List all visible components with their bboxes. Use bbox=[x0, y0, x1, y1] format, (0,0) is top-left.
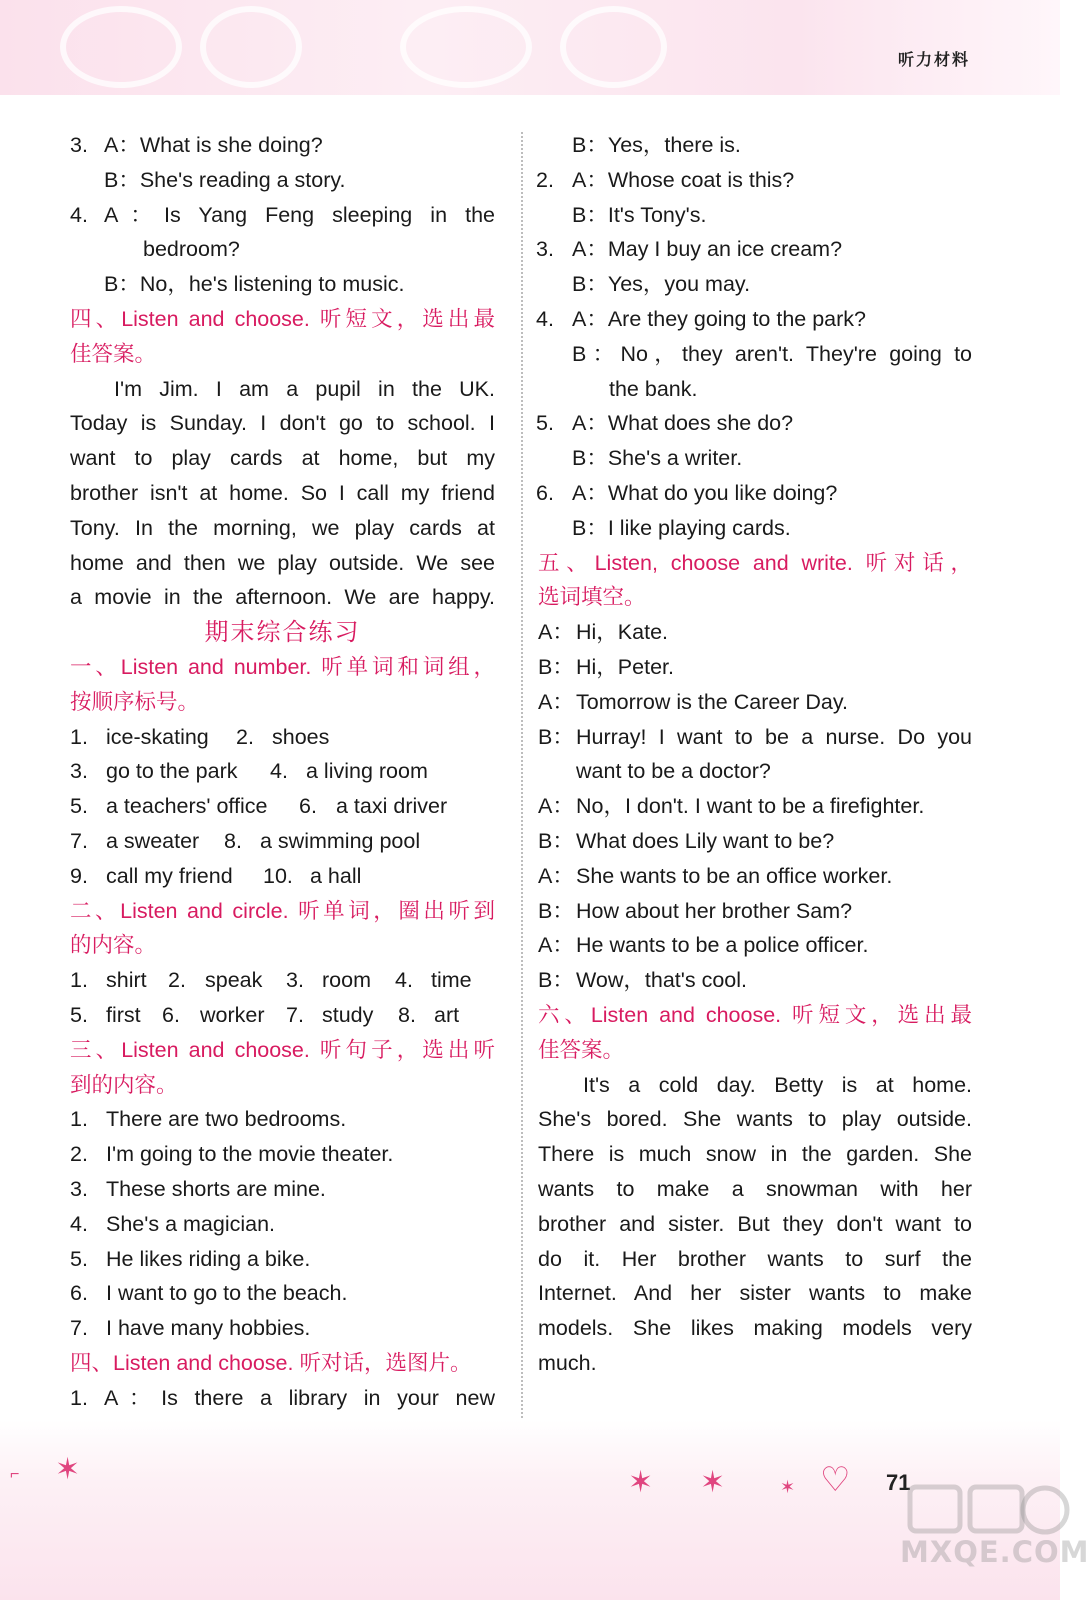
section-heading bbox=[70, 337, 495, 372]
item-number: 8. bbox=[398, 1002, 416, 1027]
section-heading-text: 六、Listen and choose. 听短文，选出最 bbox=[538, 1002, 972, 1027]
dialogue-line bbox=[536, 163, 972, 198]
item-text: I have many hobbies. bbox=[106, 1316, 311, 1341]
item-number: 5. bbox=[70, 1002, 88, 1027]
speaker-label: A： bbox=[538, 794, 574, 819]
section-heading-text: 到的内容。 bbox=[70, 1072, 178, 1097]
item-number: 4. bbox=[70, 1211, 88, 1236]
conversation-line bbox=[538, 685, 972, 720]
conversation-text: Tomorrow is the Career Day. bbox=[576, 689, 849, 714]
passage-text: a movie in the afternoon. We are happy. bbox=[70, 585, 495, 610]
item-number: 2. bbox=[536, 167, 554, 192]
list-item bbox=[70, 824, 495, 859]
dialogue-text: A：What does she do? bbox=[572, 411, 794, 436]
item-number: 2. bbox=[168, 968, 186, 993]
item-text: first bbox=[106, 1002, 141, 1027]
flower-icon: ✶ bbox=[780, 1477, 796, 1497]
section-heading-text: 一、Listen and number. 听单词和词组， bbox=[70, 654, 495, 679]
conversation-text: Hi，Kate. bbox=[576, 620, 669, 645]
conversation-text: How about her brother Sam? bbox=[576, 898, 853, 923]
watermark-text: MXQE.COM bbox=[900, 1535, 1090, 1569]
item-number: 4. bbox=[395, 968, 413, 993]
dialogue-line bbox=[536, 302, 972, 337]
list-item bbox=[70, 1311, 495, 1346]
page-number: 71 bbox=[886, 1470, 911, 1495]
section-heading-text: 三、Listen and choose. 听句子，选出听 bbox=[70, 1037, 495, 1062]
section-heading-text: 五、Listen, choose and write. 听对话， bbox=[538, 550, 972, 575]
speaker-label: A： bbox=[538, 620, 574, 645]
list-item bbox=[70, 1172, 495, 1207]
section-heading-text: 四、Listen and choose. 听对话，选图片。 bbox=[70, 1350, 472, 1375]
passage-text: Tony. In the morning, we play cards at bbox=[70, 515, 495, 540]
list-item bbox=[70, 1137, 495, 1172]
item-number: 1. bbox=[70, 1107, 88, 1132]
speaker-label: A： bbox=[538, 933, 574, 958]
list-item bbox=[70, 963, 495, 998]
dialogue-text: A：What do you like doing? bbox=[572, 480, 838, 505]
banner-decoration bbox=[200, 6, 302, 88]
conversation-text: want to be a doctor? bbox=[576, 759, 771, 784]
section-heading bbox=[70, 894, 495, 929]
item-number: 10. bbox=[263, 863, 293, 888]
speaker-label: B： bbox=[538, 724, 574, 749]
section-heading-text: 按顺序标号。 bbox=[70, 689, 200, 714]
item-number: 1. bbox=[70, 1385, 88, 1410]
item-text: art bbox=[434, 1002, 460, 1027]
item-number: 3. bbox=[536, 237, 554, 262]
list-item bbox=[70, 1102, 495, 1137]
item-number: 4. bbox=[270, 759, 288, 784]
dialogue-text: B：It's Tony's. bbox=[572, 202, 707, 227]
conversation-line bbox=[538, 615, 972, 650]
passage-line bbox=[70, 511, 495, 546]
section-heading bbox=[70, 302, 495, 337]
banner-decoration bbox=[560, 6, 667, 88]
conversation-line bbox=[538, 928, 972, 963]
section-heading bbox=[538, 580, 972, 615]
passage-text: much. bbox=[538, 1350, 597, 1375]
passage-line bbox=[538, 1242, 972, 1277]
dialogue-line bbox=[550, 441, 972, 476]
item-number: 4. bbox=[70, 202, 88, 227]
flower-icon: ✶ bbox=[700, 1466, 726, 1499]
item-text: I want to go to the beach. bbox=[106, 1281, 348, 1306]
item-number: 6. bbox=[70, 1281, 88, 1306]
item-text: a taxi driver bbox=[336, 794, 448, 819]
conversation-text: No，I don't. I want to be a firefighter. bbox=[576, 794, 925, 819]
section-heading-text: 二、Listen and circle. 听单词，圈出听到 bbox=[70, 898, 495, 923]
conversation-line bbox=[550, 754, 972, 789]
conversation-text: He wants to be a police officer. bbox=[576, 933, 869, 958]
passage-line bbox=[550, 1068, 972, 1103]
item-number: 6. bbox=[162, 1002, 180, 1027]
dialogue-text: bedroom? bbox=[143, 237, 240, 262]
section-heading bbox=[538, 998, 972, 1033]
dialogue-line bbox=[550, 267, 972, 302]
item-text: shoes bbox=[272, 724, 330, 749]
dialogue-text: B：Yes，you may. bbox=[572, 272, 751, 297]
dialogue-text: B：No，he's listening to music. bbox=[104, 272, 405, 297]
dialogue-text: A：May I buy an ice cream? bbox=[572, 237, 843, 262]
conversation-text: Hi，Peter. bbox=[576, 654, 674, 679]
item-text: These shorts are mine. bbox=[106, 1176, 326, 1201]
passage-text: There is much snow in the garden. She bbox=[538, 1142, 972, 1167]
item-number: 3. bbox=[70, 759, 88, 784]
item-text: a swimming pool bbox=[260, 828, 421, 853]
dialogue-line bbox=[550, 337, 972, 372]
list-item bbox=[70, 789, 495, 824]
conversation-line bbox=[538, 963, 972, 998]
item-number: 4. bbox=[536, 306, 554, 331]
page-header-title: 听力材料 bbox=[897, 50, 970, 69]
item-number: 9. bbox=[70, 863, 88, 888]
item-number: 2. bbox=[236, 724, 254, 749]
dialogue-line bbox=[536, 232, 972, 267]
dialogue-line bbox=[550, 198, 972, 233]
passage-line bbox=[70, 546, 495, 581]
dialogue-text: B：Yes，there is. bbox=[572, 133, 741, 157]
passage-text: It's a cold day. Betty is at home. bbox=[583, 1072, 972, 1097]
item-number: 3. bbox=[70, 1176, 88, 1201]
dialogue-line bbox=[70, 163, 495, 198]
passage-text: want to play cards at home, but my bbox=[70, 446, 495, 471]
item-text: a sweater bbox=[106, 828, 200, 853]
passage-line bbox=[538, 1207, 972, 1242]
flower-icon: ✶ bbox=[55, 1453, 81, 1486]
section-heading-text: 选词填空。 bbox=[538, 585, 646, 610]
dialogue-text: A：What is she doing? bbox=[104, 133, 323, 157]
item-text: room bbox=[322, 968, 371, 993]
item-text: time bbox=[431, 968, 472, 993]
item-text: go to the park bbox=[106, 759, 238, 784]
list-item bbox=[70, 720, 495, 755]
list-item bbox=[70, 1207, 495, 1242]
passage-text: Today is Sunday. I don't go to school. I bbox=[70, 411, 495, 436]
item-text: shirt bbox=[106, 968, 147, 993]
conversation-text: What does Lily want to be? bbox=[576, 828, 835, 853]
passage-line bbox=[70, 372, 495, 407]
section-heading bbox=[538, 546, 972, 581]
flower-icon: ⌐ bbox=[10, 1466, 20, 1483]
list-item bbox=[70, 754, 495, 789]
banner-decoration bbox=[60, 6, 182, 88]
dialogue-line bbox=[70, 128, 495, 163]
dialogue-line bbox=[550, 511, 972, 546]
speaker-label: B： bbox=[538, 654, 574, 679]
dialogue-text: A：Are they going to the park? bbox=[572, 306, 867, 331]
item-number: 5. bbox=[536, 411, 554, 436]
conversation-text: Wow，that's cool. bbox=[576, 968, 747, 993]
section-heading-text: 的内容。 bbox=[70, 933, 157, 958]
dialogue-text: B：I like playing cards. bbox=[572, 515, 791, 540]
speaker-label: B： bbox=[538, 828, 574, 853]
passage-line bbox=[70, 406, 495, 441]
banner-decoration bbox=[400, 6, 532, 88]
conversation-line bbox=[538, 824, 972, 859]
dialogue-line bbox=[70, 198, 495, 233]
section-heading bbox=[70, 685, 495, 720]
item-number: 1. bbox=[70, 968, 88, 993]
dialogue-text: B：She's a writer. bbox=[572, 446, 743, 471]
dialogue-line bbox=[536, 406, 972, 441]
item-number: 7. bbox=[70, 1316, 88, 1341]
section-heading bbox=[70, 1068, 495, 1103]
speaker-label: B： bbox=[538, 968, 574, 993]
section-heading-text: 佳答案。 bbox=[70, 341, 157, 366]
watermark-logo-icon bbox=[900, 1465, 1070, 1590]
passage-text: do it. Her brother wants to surf the bbox=[538, 1246, 972, 1271]
dialogue-text: A：Is there a library in your new bbox=[104, 1385, 495, 1410]
dialogue-line bbox=[70, 267, 495, 302]
item-text: call my friend bbox=[106, 863, 233, 888]
passage-line bbox=[538, 1346, 972, 1381]
item-number: 5. bbox=[70, 794, 88, 819]
section-heading bbox=[538, 1033, 972, 1068]
passage-line bbox=[70, 476, 495, 511]
list-item bbox=[70, 1242, 495, 1277]
passage-text: brother isn't at home. So I call my friend bbox=[70, 480, 495, 505]
passage-line bbox=[70, 441, 495, 476]
item-text: She's a magician. bbox=[106, 1211, 276, 1236]
speaker-label: B： bbox=[538, 898, 574, 923]
item-number: 1. bbox=[70, 724, 88, 749]
flower-icon: ✶ bbox=[628, 1466, 654, 1499]
passage-line bbox=[538, 1172, 972, 1207]
dialogue-line bbox=[70, 1381, 495, 1416]
speaker-label: A： bbox=[538, 863, 574, 888]
section-heading-text: 四、Listen and choose. 听短文，选出最 bbox=[70, 306, 495, 331]
item-text: I'm going to the movie theater. bbox=[106, 1142, 394, 1167]
item-text: a teachers' office bbox=[106, 794, 268, 819]
dialogue-text: A：Whose coat is this? bbox=[572, 167, 795, 192]
item-text: a living room bbox=[306, 759, 428, 784]
list-item bbox=[70, 998, 495, 1033]
item-number: 6. bbox=[536, 480, 554, 505]
passage-line bbox=[538, 1102, 972, 1137]
conversation-text: Hurray! I want to be a nurse. Do you bbox=[576, 724, 972, 749]
item-number: 2. bbox=[70, 1142, 88, 1167]
conversation-line bbox=[538, 720, 972, 755]
section-heading bbox=[70, 650, 495, 685]
item-number: 5. bbox=[70, 1246, 88, 1271]
passage-text: I'm Jim. I am a pupil in the UK. bbox=[114, 376, 495, 401]
dialogue-line bbox=[550, 128, 972, 163]
section-heading bbox=[70, 1033, 495, 1068]
item-text: speak bbox=[205, 968, 263, 993]
dialogue-line bbox=[70, 232, 495, 267]
item-number: 7. bbox=[286, 1002, 304, 1027]
right-column bbox=[536, 128, 972, 1381]
conversation-line bbox=[538, 859, 972, 894]
conversation-line bbox=[538, 789, 972, 824]
column-divider bbox=[521, 132, 523, 1462]
conversation-line bbox=[538, 894, 972, 929]
passage-text: She's bored. She wants to play outside. bbox=[538, 1107, 972, 1132]
item-text: ice-skating bbox=[106, 724, 209, 749]
heart-icon: ♡ bbox=[820, 1461, 851, 1499]
list-item bbox=[70, 1276, 495, 1311]
passage-text: wants to make a snowman with her bbox=[538, 1176, 972, 1201]
section-heading bbox=[70, 1346, 495, 1381]
item-number: 3. bbox=[70, 133, 88, 157]
section-heading bbox=[70, 928, 495, 963]
item-text: He likes riding a bike. bbox=[106, 1246, 311, 1271]
passage-text: home and then we play outside. We see bbox=[70, 550, 495, 575]
passage-line bbox=[538, 1276, 972, 1311]
list-item bbox=[70, 859, 495, 894]
passage-text: models. She likes making models very bbox=[538, 1316, 972, 1341]
item-text: study bbox=[322, 1002, 374, 1027]
item-number: 7. bbox=[70, 828, 88, 853]
dialogue-text: A：Is Yang Feng sleeping in the bbox=[104, 202, 495, 227]
item-number: 8. bbox=[224, 828, 242, 853]
item-text: worker bbox=[200, 1002, 265, 1027]
section-heading-text: 佳答案。 bbox=[538, 1037, 625, 1062]
conversation-text: She wants to be an office worker. bbox=[576, 863, 893, 888]
dialogue-line bbox=[550, 372, 972, 407]
passage-text: brother and sister. But they don't want to bbox=[538, 1211, 972, 1236]
final-review-title: 期末综合练习 bbox=[204, 618, 361, 647]
item-text: a hall bbox=[310, 863, 362, 888]
dialogue-text: the bank. bbox=[609, 376, 698, 401]
conversation-line bbox=[538, 650, 972, 685]
speaker-label: A： bbox=[538, 689, 574, 714]
passage-line bbox=[538, 1137, 972, 1172]
passage-line bbox=[70, 580, 495, 615]
left-column bbox=[70, 128, 495, 1450]
dialogue-text: B：No，they aren't. They're going to bbox=[572, 341, 972, 366]
item-number: 6. bbox=[299, 794, 317, 819]
passage-text: Internet. And her sister wants to make bbox=[538, 1281, 972, 1306]
item-number: 3. bbox=[286, 968, 304, 993]
dialogue-text: B：She's reading a story. bbox=[104, 167, 346, 192]
item-text: There are two bedrooms. bbox=[106, 1107, 347, 1132]
passage-line bbox=[538, 1311, 972, 1346]
dialogue-line bbox=[536, 476, 972, 511]
